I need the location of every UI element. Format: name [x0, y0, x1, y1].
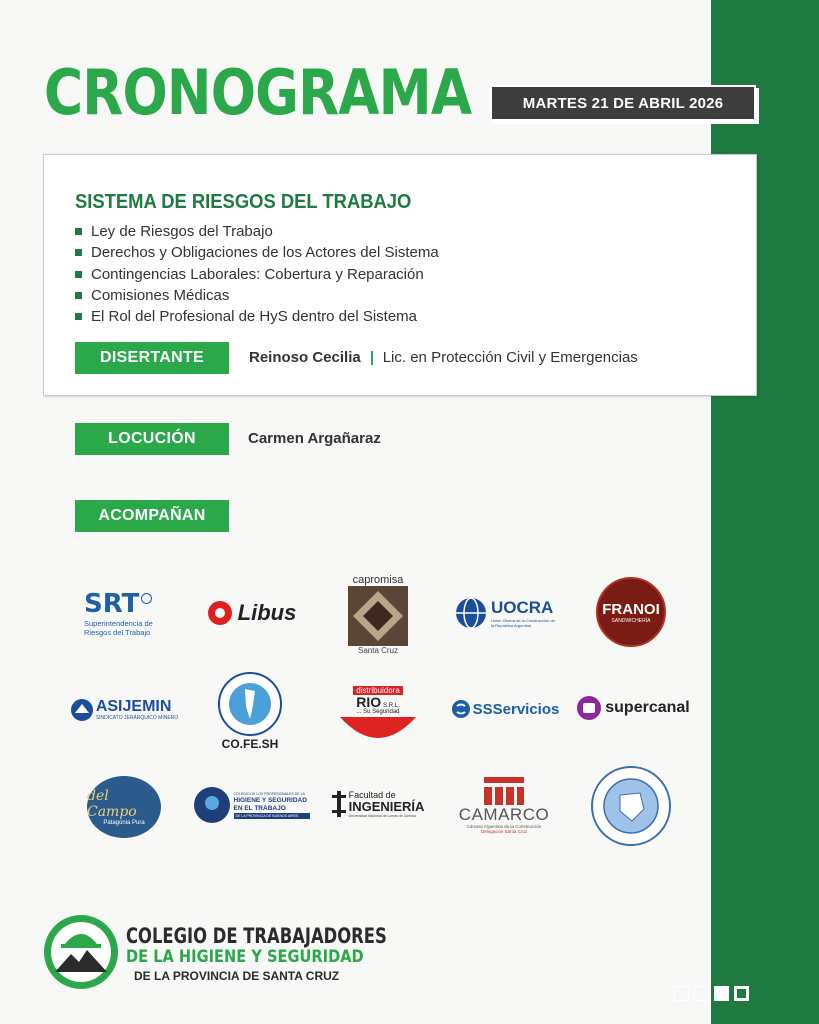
colegio-logo: [43, 914, 119, 990]
session-title: SISTEMA DE RIESGOS DEL TRABAJO: [75, 191, 412, 213]
libus-icon: [206, 599, 234, 627]
speaker-role: Lic. en Protección Civil y Emergencias: [382, 349, 638, 366]
bullet-square-icon: [75, 249, 82, 256]
sindicato-seal-icon: [590, 765, 672, 847]
sindicato-seal-logo: [590, 765, 672, 847]
page-indicator: [674, 986, 749, 1001]
uocra-logo: UOCRA Unión Obrera de la Construcción de la República Argentina: [452, 594, 557, 632]
asijemin-logo: ASIJEMIN SINDICATO JERÁRQUICO MINERO: [67, 694, 181, 726]
srt-mark-icon: [141, 593, 152, 604]
ssservicios-icon: [451, 699, 471, 719]
ssservicios-logo: SSServicios: [447, 696, 563, 722]
franoi-logo: FRANOI SANDWICHERÍA: [596, 577, 666, 647]
speaker-label: DISERTANTE: [75, 342, 229, 374]
page-dot: [694, 986, 709, 1001]
speaker-info: [249, 349, 638, 366]
ingenieria-icon: [332, 791, 346, 817]
separator: [371, 351, 373, 365]
page-dot-active: [734, 986, 749, 1001]
session-card: [43, 154, 757, 396]
camarco-logo: CAMARCO Cámara Argentina de la Construcción Delegación Santa Cruz: [454, 772, 554, 838]
asijemin-icon: [70, 698, 94, 722]
colegio-ba-logo: COLEGIO DE LOS PROFESIONALES DE LA HIGIENE Y SEGURIDAD EN EL TRABAJO DE LA PROVINCIA DE BUENOS AIRES: [192, 783, 310, 827]
list-item: El Rol del Profesional de HyS dentro del Sistema: [75, 306, 439, 327]
srt-logo: SRT Superintendencia de Riesgos del Trabajo: [84, 589, 153, 637]
cofesh-logo: CO.FE.SH: [213, 668, 287, 754]
capromisa-logo: capromisa Santa Cruz: [338, 570, 418, 658]
bullet-square-icon: [75, 292, 82, 299]
page-title: CRONOGRAMA: [44, 56, 472, 129]
supercanal-icon: [576, 695, 602, 721]
list-item: Contingencias Laborales: Cobertura y Reparación: [75, 264, 439, 285]
hard-hat-mountain-icon: [43, 914, 119, 990]
footer-line3: DE LA PROVINCIA DE SANTA CRUZ: [134, 969, 340, 983]
list-item: Comisiones Médicas: [75, 285, 439, 306]
bullet-square-icon: [75, 271, 82, 278]
ingenieria-logo: Facultad de INGENIERÍA Universidad Nacional de Lomas de Zamora: [326, 787, 430, 821]
footer-line1: COLEGIO DE TRABAJADORES: [126, 924, 387, 948]
supercanal-logo: supercanal: [574, 693, 692, 723]
footer-line2: DE LA HIGIENE Y SEGURIDAD: [126, 947, 364, 967]
locution-label: LOCUCIÓN: [75, 423, 229, 455]
rio-logo: distribuidora RIO S.R.L. ... Su Seguridad: [336, 686, 420, 752]
uocra-globe-icon: [454, 596, 488, 630]
page-dot: [674, 986, 689, 1001]
colegio-ba-icon: [193, 786, 231, 824]
rio-arc-icon: [338, 715, 418, 741]
libus-logo: Libus: [198, 596, 304, 630]
locution-name: Carmen Argañaraz: [248, 430, 381, 447]
cofesh-seal-icon: [217, 671, 283, 737]
list-item: Ley de Riesgos del Trabajo: [75, 221, 439, 242]
footer-institution: [126, 925, 460, 985]
date-badge: MARTES 21 DE ABRIL 2026: [490, 85, 756, 121]
sponsors-label: ACOMPAÑAN: [75, 500, 229, 532]
page-dot: [714, 986, 729, 1001]
bullet-square-icon: [75, 228, 82, 235]
delcampo-logo: del Campo Patagonia Pura: [87, 776, 161, 838]
speaker-name: Reinoso Cecilia: [249, 349, 361, 366]
list-item: Derechos y Obligaciones de los Actores del Sistema: [75, 242, 439, 263]
topic-list: [75, 221, 439, 327]
camarco-icon: [484, 777, 524, 805]
capromisa-icon: [348, 586, 408, 646]
bullet-square-icon: [75, 313, 82, 320]
